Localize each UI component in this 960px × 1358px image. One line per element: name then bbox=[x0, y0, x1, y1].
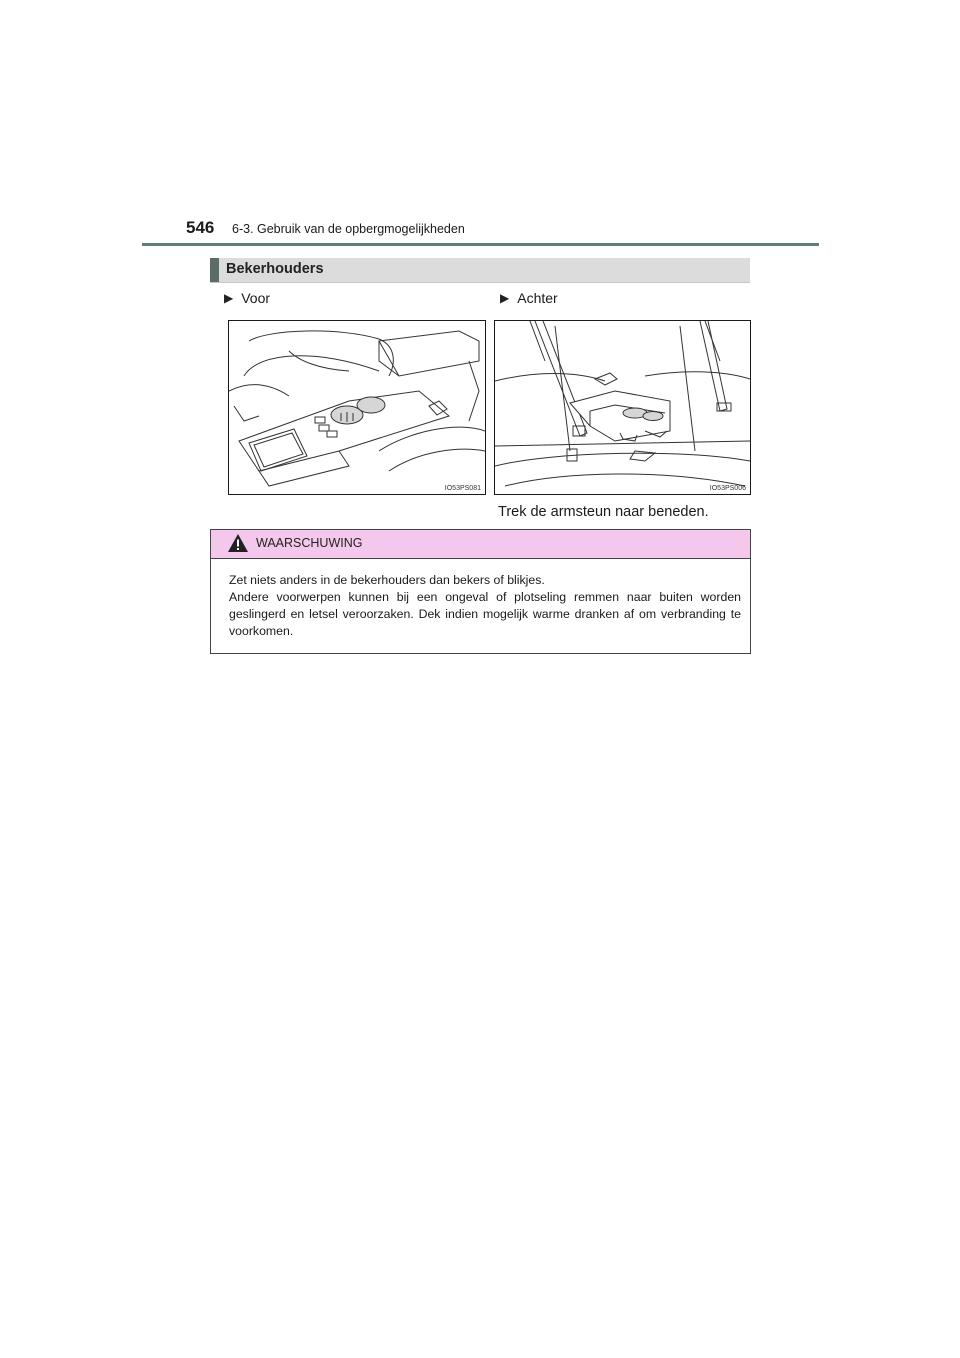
instruction-caption: Trek de armsteun naar beneden. bbox=[498, 504, 709, 520]
triangle-right-icon: ▶ bbox=[224, 291, 234, 305]
heading-accent bbox=[210, 258, 219, 282]
warning-title: WAARSCHUWING bbox=[256, 536, 363, 550]
header-rule bbox=[142, 243, 819, 246]
warning-header bbox=[211, 530, 750, 559]
heading-title: Bekerhouders bbox=[226, 261, 324, 277]
warning-line: Zet niets anders in de bekerhouders dan bekers of blikjes. bbox=[229, 573, 545, 587]
section-heading bbox=[210, 258, 750, 283]
rear-cupholder-illustration bbox=[494, 320, 751, 495]
rear-figure-code: IO53PS006 bbox=[709, 485, 746, 492]
warning-triangle-icon bbox=[227, 533, 249, 553]
page-number: 546 bbox=[186, 218, 215, 237]
warning-box bbox=[210, 529, 751, 654]
rear-label bbox=[500, 290, 558, 306]
rear-label-text: Achter bbox=[517, 290, 558, 306]
front-label bbox=[224, 290, 270, 306]
front-figure-code: IO53PS081 bbox=[444, 485, 481, 492]
section-title: 6-3. Gebruik van de opbergmogelijkheden bbox=[232, 222, 465, 236]
warning-body bbox=[229, 572, 741, 640]
front-label-text: Voor bbox=[241, 290, 271, 306]
front-cupholder-illustration bbox=[228, 320, 486, 495]
warning-line: Andere voorwerpen kunnen bij een ongeval of plotseling remmen naar buiten worden geslingerd en letsel veroorzaken. Dek indien mogelijk warme dranken af om verbranding te voorkomen. bbox=[229, 590, 741, 638]
triangle-right-icon: ▶ bbox=[500, 291, 510, 305]
